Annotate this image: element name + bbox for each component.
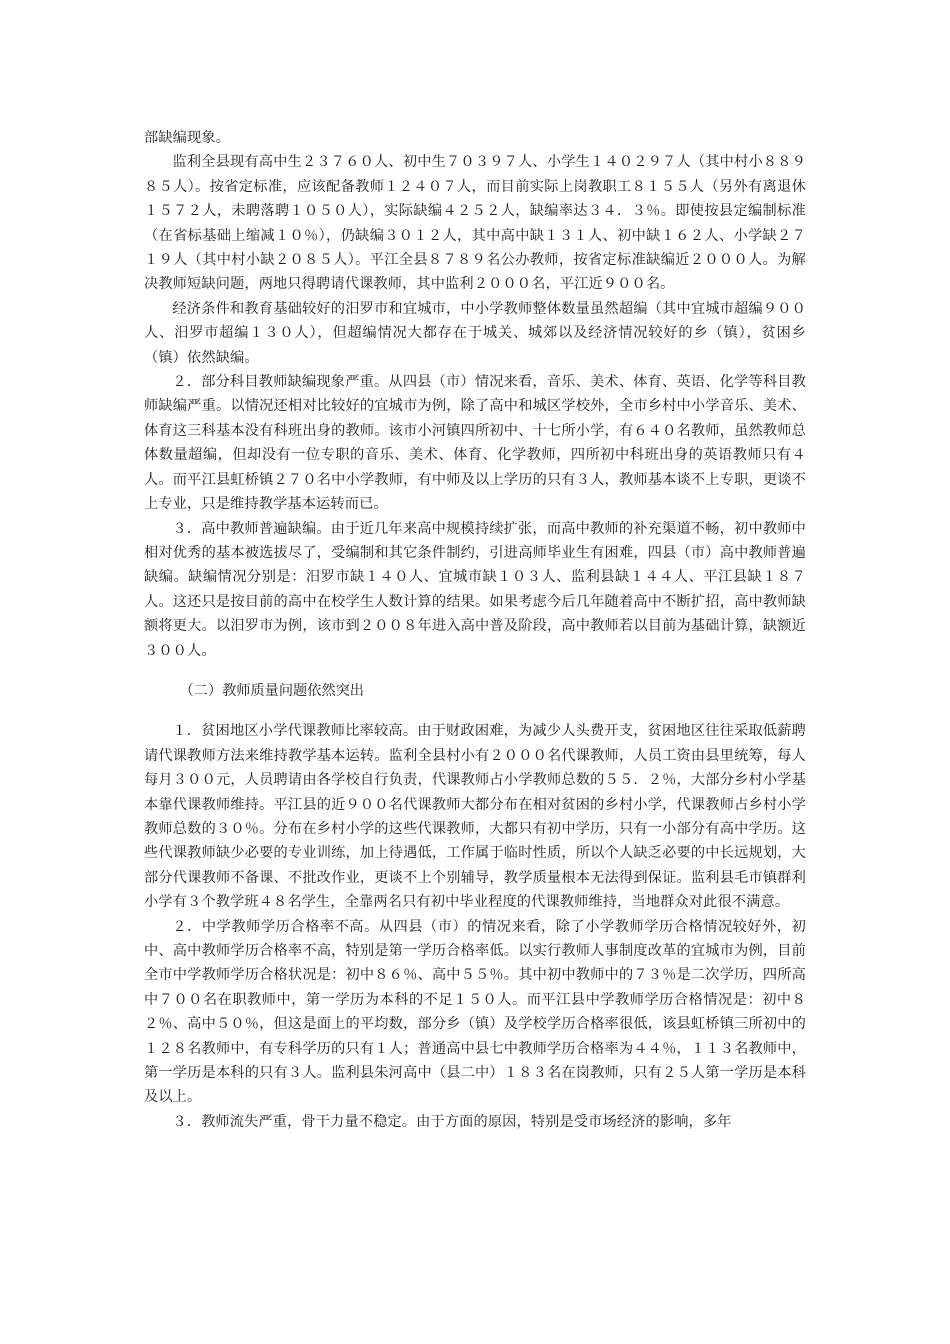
paragraph-high-school-shortage: ３．高中教师普遍缺编。由于近几年来高中规模持续扩张，而高中教师的补充渠道不畅，初中教师中相对优秀的基本被选拔尽了，受编制和其它条件制约，引进高师毕业生有困难，四县（市）高中教师普遍缺编。缺编情况分别是：汨罗市缺１４０人、宜城市缺１０３人、监利县缺１４４人、平江县缺１８７人。这还只是按目前的高中在校学生人数计算的结果。如果考虑今后几年随着高中不断扩招，高中教师缺额将更大。以汨罗市为例，该市到２００８年进入高中普及阶段，高中教师若以目前为基础计算，缺额近３００人。: [144, 520, 806, 659]
paragraph-substitute-teachers: １．贫困地区小学代课教师比率较高。由于财政困难，为减少人头费开支，贫困地区往往采取低薪聘请代课教师方法来维持教学基本运转。监利全县村小有２０００名代课教师，人员工资由县里统筹，每人每月３００元，人员聘请由各学校自行负责，代课教师占小学教师总数的５５．２％，大部分乡村小学基本靠代课教师维持。平江县的近９００名代课教师大都分布在相对贫困的乡村小学，代课教师占乡村小学教师总数的３０％。分布在乡村小学的这些代课教师，大都只有初中学历，只有一小部分有高中学历。这些代课教师缺少必要的专业训练，加上待遇低，工作属于临时性质，所以个人缺乏必要的中长远规划，大部分代课教师不备课、不批改作业，更谈不上个别辅导，教学质量根本无法得到保证。监利县毛市镇群利小学有３个教学班４８名学生，全靠两名只有初中毕业程度的代课教师维持，当地群众对此很不满意。: [144, 723, 806, 911]
paragraph-subject-shortage: ２．部分科目教师缺编现象严重。从四县（市）情况来看，音乐、美术、体育、英语、化学等科目教师缺编严重。以情况还相对比较好的宜城市为例，除了高中和城区学校外，全市乡村中小学音乐、美术、体育这三科基本没有科班出身的教师。该市小河镇四所初中、十七所小学，有６４０名教师，虽然教师总体数量超编，但却没有一位专职的音乐、美术、体育、化学教师，四所初中科班出身的英语教师只有４人。而平江县虹桥镇２７０名中小学教师，有中师及以上学历的只有３人，教师基本谈不上专职，更谈不上专业，只是维持教学基本运转而已。: [144, 374, 806, 513]
paragraph-qualification-rate: ２．中学教师学历合格率不高。从四县（市）的情况来看，除了小学教师学历合格情况较好外，初中、高中教师学历合格率不高，特别是第一学历合格率低。以实行教师人事制度改革的宜城市为例，目前全市中学教师学历合格状况是：初中８６％、高中５５％。其中初中教师中的７３％是二次学历，四所高中７００名在职教师中，第一学历为本科的不足１５０人。而平江县中学教师学历合格情况是：初中８２％、高中５０％，但这是面上的平均数，部分乡（镇）及学校学历合格率很低，该县虹桥镇三所初中的１２８名教师中，有专科学历的只有１人；普通高中县七中教师学历合格率为４４％，１１３名教师中，第一学历是本科的只有３人。监利县朱河高中（县二中）１８３名在岗教师，只有２５人第一学历是本科及以上。: [144, 918, 806, 1106]
section-heading: （二）教师质量问题依然突出: [179, 682, 364, 699]
paragraph-teacher-loss: ３．教师流失严重，骨干力量不稳定。由于方面的原因，特别是受市场经济的影响，多年: [172, 1113, 732, 1130]
paragraph-jianli-shortage: 监利全县现有高中生２３７６０人、初中生７０３９７人、小学生１４０２９７人（其中村小８８９８５人）。按省定标准，应该配备教师１２４０７人，而目前实际上岗教职工８１５５人（另外有离退休１５７２人，未聘落聘１０５０人），实际缺编４２５２人，缺编率达３４．３％。即使按县定编制标准（在省标基础上缩减１０％），仍缺编３０１２人，其中高中缺１３１人、初中缺１６２人、小学缺２７１９人（其中村小缺２０８５人）。平江全县８７８９名公办教师，按省定标准缺编近２０００人。为解决教师短缺问题，两地只得聘请代课教师，其中监利２０００名，平江近９００名。: [144, 154, 806, 293]
document-page: [144, 126, 806, 1134]
paragraph-miluo-yicheng: 经济条件和教育基础较好的汨罗市和宜城市，中小学教师整体数量虽然超编（其中宜城市超编９００人、汨罗市超编１３０人），但超编情况大都存在于城关、城郊以及经济情况较好的乡（镇），贫困乡（镇）依然缺编。: [144, 300, 806, 366]
paragraph-continuation: 部缺编现象。: [144, 130, 231, 146]
